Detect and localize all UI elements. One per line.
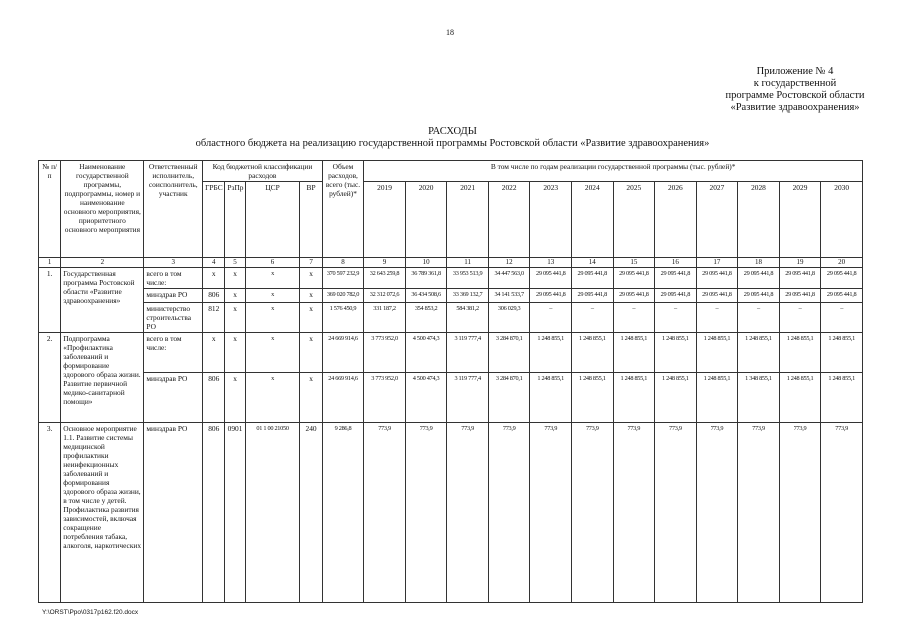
header-year: 2029 xyxy=(779,182,821,258)
row-year-value: 3 773 952,0 xyxy=(364,373,406,423)
row-csr: 01 1 00 21050 xyxy=(245,423,300,603)
column-index: 14 xyxy=(572,258,614,268)
row-rzpr: х xyxy=(225,289,245,303)
row-year-value: 584 381,2 xyxy=(447,303,489,333)
row-year-value: 773,9 xyxy=(821,423,863,603)
header-year: 2020 xyxy=(405,182,447,258)
table-row xyxy=(39,333,863,373)
header-year: 2021 xyxy=(447,182,489,258)
row-year-value: 773,9 xyxy=(696,423,738,603)
row-year-value: 29 095 441,8 xyxy=(572,289,614,303)
row-year-value: – xyxy=(530,303,572,333)
row-total: 369 020 782,0 xyxy=(322,289,364,303)
column-index: 19 xyxy=(779,258,821,268)
column-index: 11 xyxy=(447,258,489,268)
column-index: 1 xyxy=(39,258,61,268)
row-grbs: 806 xyxy=(203,423,225,603)
header-code-group: Код бюджетной классификации расходов xyxy=(203,161,323,182)
row-year-value: 29 095 441,8 xyxy=(696,289,738,303)
row-year-value: 3 284 870,1 xyxy=(488,373,530,423)
document-title: РАСХОДЫ xyxy=(428,126,477,137)
row-year-value: 1 248 855,1 xyxy=(655,373,697,423)
column-index: 12 xyxy=(488,258,530,268)
row-year-value: 3 119 777,4 xyxy=(447,373,489,423)
column-index: 18 xyxy=(738,258,780,268)
row-year-value: 32 643 259,8 xyxy=(364,268,406,289)
row-year-value: 29 095 441,8 xyxy=(613,268,655,289)
row-rzpr: х xyxy=(225,268,245,289)
row-vr: х xyxy=(300,303,322,333)
header-volume: Объем расходов, всего (тыс. рублей)* xyxy=(322,161,364,258)
row-csr: х xyxy=(245,303,300,333)
row-year-value: 773,9 xyxy=(779,423,821,603)
row-year-value: 773,9 xyxy=(613,423,655,603)
row-year-value: 29 095 441,8 xyxy=(655,289,697,303)
column-index: 8 xyxy=(322,258,364,268)
row-grbs: х xyxy=(203,333,225,373)
row-grbs: 812 xyxy=(203,303,225,333)
row-year-value: 36 789 361,8 xyxy=(405,268,447,289)
row-total: 1 576 450,9 xyxy=(322,303,364,333)
row-year-value: 29 095 441,8 xyxy=(738,289,780,303)
row-year-value: 34 447 563,0 xyxy=(488,268,530,289)
column-index: 20 xyxy=(821,258,863,268)
row-responsible: минздрав РО xyxy=(144,373,203,423)
row-year-value: 773,9 xyxy=(572,423,614,603)
row-year-value: 1 248 855,1 xyxy=(821,333,863,373)
row-rzpr: х xyxy=(225,303,245,333)
header-year: 2027 xyxy=(696,182,738,258)
row-year-value: 29 095 441,8 xyxy=(530,268,572,289)
header-year: 2025 xyxy=(613,182,655,258)
row-vr: х xyxy=(300,373,322,423)
row-year-value: 29 095 441,8 xyxy=(738,268,780,289)
appendix-line-3: программе Ростовской области xyxy=(725,90,865,101)
appendix-line-4: «Развитие здравоохранения» xyxy=(730,102,860,113)
row-grbs: х xyxy=(203,268,225,289)
table-row xyxy=(39,373,863,423)
header-rzpr: РзПр xyxy=(225,182,245,258)
column-index: 17 xyxy=(696,258,738,268)
row-csr: х xyxy=(245,333,300,373)
column-index: 13 xyxy=(530,258,572,268)
row-year-value: 1 248 855,1 xyxy=(530,333,572,373)
row-year-value: 36 434 508,6 xyxy=(405,289,447,303)
row-year-value: 1 248 855,1 xyxy=(821,373,863,423)
row-year-value: 3 284 870,1 xyxy=(488,333,530,373)
row-year-value: 33 369 132,7 xyxy=(447,289,489,303)
column-index: 16 xyxy=(655,258,697,268)
row-responsible: всего в том числе: xyxy=(144,333,203,373)
row-year-value: 1 248 855,1 xyxy=(738,333,780,373)
row-year-value: 29 095 441,8 xyxy=(613,289,655,303)
row-year-value: – xyxy=(738,303,780,333)
row-year-value: 29 095 441,8 xyxy=(572,268,614,289)
header-year: 2026 xyxy=(655,182,697,258)
header-year: 2019 xyxy=(364,182,406,258)
header-years-group: В том числе по годам реализации государственной программы (тыс. рублей)* xyxy=(364,161,863,182)
row-year-value: 773,9 xyxy=(364,423,406,603)
header-year: 2030 xyxy=(821,182,863,258)
document-subtitle: областного бюджета на реализацию государственной программы Ростовской области «Развитие здравоохранения» xyxy=(195,138,710,149)
column-index: 3 xyxy=(144,258,203,268)
row-year-value: 29 095 441,8 xyxy=(779,289,821,303)
row-year-value: 29 095 441,8 xyxy=(696,268,738,289)
row-year-value: 1 248 855,1 xyxy=(655,333,697,373)
header-year: 2023 xyxy=(530,182,572,258)
row-rzpr: 0901 xyxy=(225,423,245,603)
row-year-value: 354 853,2 xyxy=(405,303,447,333)
row-responsible: минздрав РО xyxy=(144,289,203,303)
row-name: Государственная программа Ростовской области «Развитие здравоохранения» xyxy=(61,268,144,333)
header-year: 2024 xyxy=(572,182,614,258)
row-year-value: 1 248 855,1 xyxy=(572,373,614,423)
row-year-value: – xyxy=(821,303,863,333)
row-csr: х xyxy=(245,289,300,303)
row-year-value: 773,9 xyxy=(488,423,530,603)
header-vr: ВР xyxy=(300,182,322,258)
row-year-value: 773,9 xyxy=(530,423,572,603)
row-number: 2. xyxy=(39,333,61,423)
row-name: Подпрограмма «Профилактика заболеваний и формирование здорового образа жизни. Развитие первичной медико-санитарной помощи» xyxy=(61,333,144,423)
header-year: 2028 xyxy=(738,182,780,258)
row-name: Основное мероприятие 1.1. Развитие системы медицинской профилактики неинфекционных заболеваний и формирования здорового образа жизни, в том числе у детей. Профилактика развития зависимостей, включая сокращение потребления табака, алкоголя, наркотических xyxy=(61,423,144,603)
column-index: 5 xyxy=(225,258,245,268)
table-row xyxy=(39,268,863,289)
row-grbs: 806 xyxy=(203,289,225,303)
row-year-value: 331 187,2 xyxy=(364,303,406,333)
row-vr: х xyxy=(300,289,322,303)
row-year-value: 29 095 441,8 xyxy=(655,268,697,289)
appendix-line-2: к государственной xyxy=(753,78,837,89)
column-index: 7 xyxy=(300,258,322,268)
row-year-value: 1 248 855,1 xyxy=(696,373,738,423)
table-row xyxy=(39,423,863,603)
row-total: 9 286,8 xyxy=(322,423,364,603)
row-total: 24 669 914,6 xyxy=(322,333,364,373)
row-year-value: 29 095 441,8 xyxy=(821,268,863,289)
row-vr: х xyxy=(300,333,322,373)
row-year-value: 29 095 441,8 xyxy=(821,289,863,303)
column-index: 9 xyxy=(364,258,406,268)
row-year-value: – xyxy=(779,303,821,333)
row-year-value: 4 500 474,3 xyxy=(405,333,447,373)
appendix-heading xyxy=(700,66,890,114)
row-year-value: 1 248 855,1 xyxy=(613,333,655,373)
column-index: 2 xyxy=(61,258,144,268)
row-year-value: 1 248 855,1 xyxy=(613,373,655,423)
row-year-value: 773,9 xyxy=(405,423,447,603)
row-year-value: 29 095 441,8 xyxy=(530,289,572,303)
header-year: 2022 xyxy=(488,182,530,258)
row-year-value: 3 119 777,4 xyxy=(447,333,489,373)
row-rzpr: х xyxy=(225,373,245,423)
row-csr: х xyxy=(245,373,300,423)
row-year-value: 33 953 513,9 xyxy=(447,268,489,289)
row-year-value: – xyxy=(696,303,738,333)
column-index: 4 xyxy=(203,258,225,268)
header-grbs: ГРБС xyxy=(203,182,225,258)
row-year-value: 29 095 441,8 xyxy=(779,268,821,289)
row-vr: х xyxy=(300,268,322,289)
row-csr: х xyxy=(245,268,300,289)
header-num: № п/п xyxy=(39,161,61,258)
row-responsible: минздрав РО xyxy=(144,423,203,603)
header-name: Наименование государственной программы, подпрограммы, номер и наименование основного мероприятия, приоритетного основного мероприятия xyxy=(61,161,144,258)
appendix-line-1: Приложение № 4 xyxy=(756,66,834,77)
row-year-value: – xyxy=(613,303,655,333)
table-row xyxy=(39,303,863,333)
column-index: 6 xyxy=(245,258,300,268)
row-year-value: 32 312 072,6 xyxy=(364,289,406,303)
row-year-value: 4 500 474,3 xyxy=(405,373,447,423)
row-year-value: 1 248 855,1 xyxy=(696,333,738,373)
row-responsible: всего в том числе: xyxy=(144,268,203,289)
row-year-value: 773,9 xyxy=(655,423,697,603)
header-csr: ЦСР xyxy=(245,182,300,258)
header-responsible: Ответственный исполнитель, соисполнитель, участник xyxy=(144,161,203,258)
row-number: 1. xyxy=(39,268,61,333)
row-year-value: 34 141 533,7 xyxy=(488,289,530,303)
row-total: 24 669 914,6 xyxy=(322,373,364,423)
row-year-value: 1 248 855,1 xyxy=(572,333,614,373)
row-year-value: 773,9 xyxy=(738,423,780,603)
row-number: 3. xyxy=(39,423,61,603)
row-year-value: 1 248 855,1 xyxy=(779,373,821,423)
row-year-value: – xyxy=(572,303,614,333)
row-rzpr: х xyxy=(225,333,245,373)
column-index: 15 xyxy=(613,258,655,268)
row-total: 370 597 232,9 xyxy=(322,268,364,289)
expenses-table xyxy=(38,160,863,603)
row-year-value: 3 773 952,0 xyxy=(364,333,406,373)
page-number: 18 xyxy=(446,28,454,37)
row-vr: 240 xyxy=(300,423,322,603)
row-year-value: 306 029,3 xyxy=(488,303,530,333)
row-responsible: министерство строительства РО xyxy=(144,303,203,333)
table-row xyxy=(39,289,863,303)
row-year-value: 773,9 xyxy=(447,423,489,603)
row-year-value: 1 248 855,1 xyxy=(779,333,821,373)
row-year-value: 1 348 855,1 xyxy=(738,373,780,423)
file-path-footer: Y:\ORST\Ppo\0317p162.f20.docx xyxy=(42,609,139,616)
row-year-value: 1 248 855,1 xyxy=(530,373,572,423)
row-year-value: – xyxy=(655,303,697,333)
row-grbs: 806 xyxy=(203,373,225,423)
column-index: 10 xyxy=(405,258,447,268)
